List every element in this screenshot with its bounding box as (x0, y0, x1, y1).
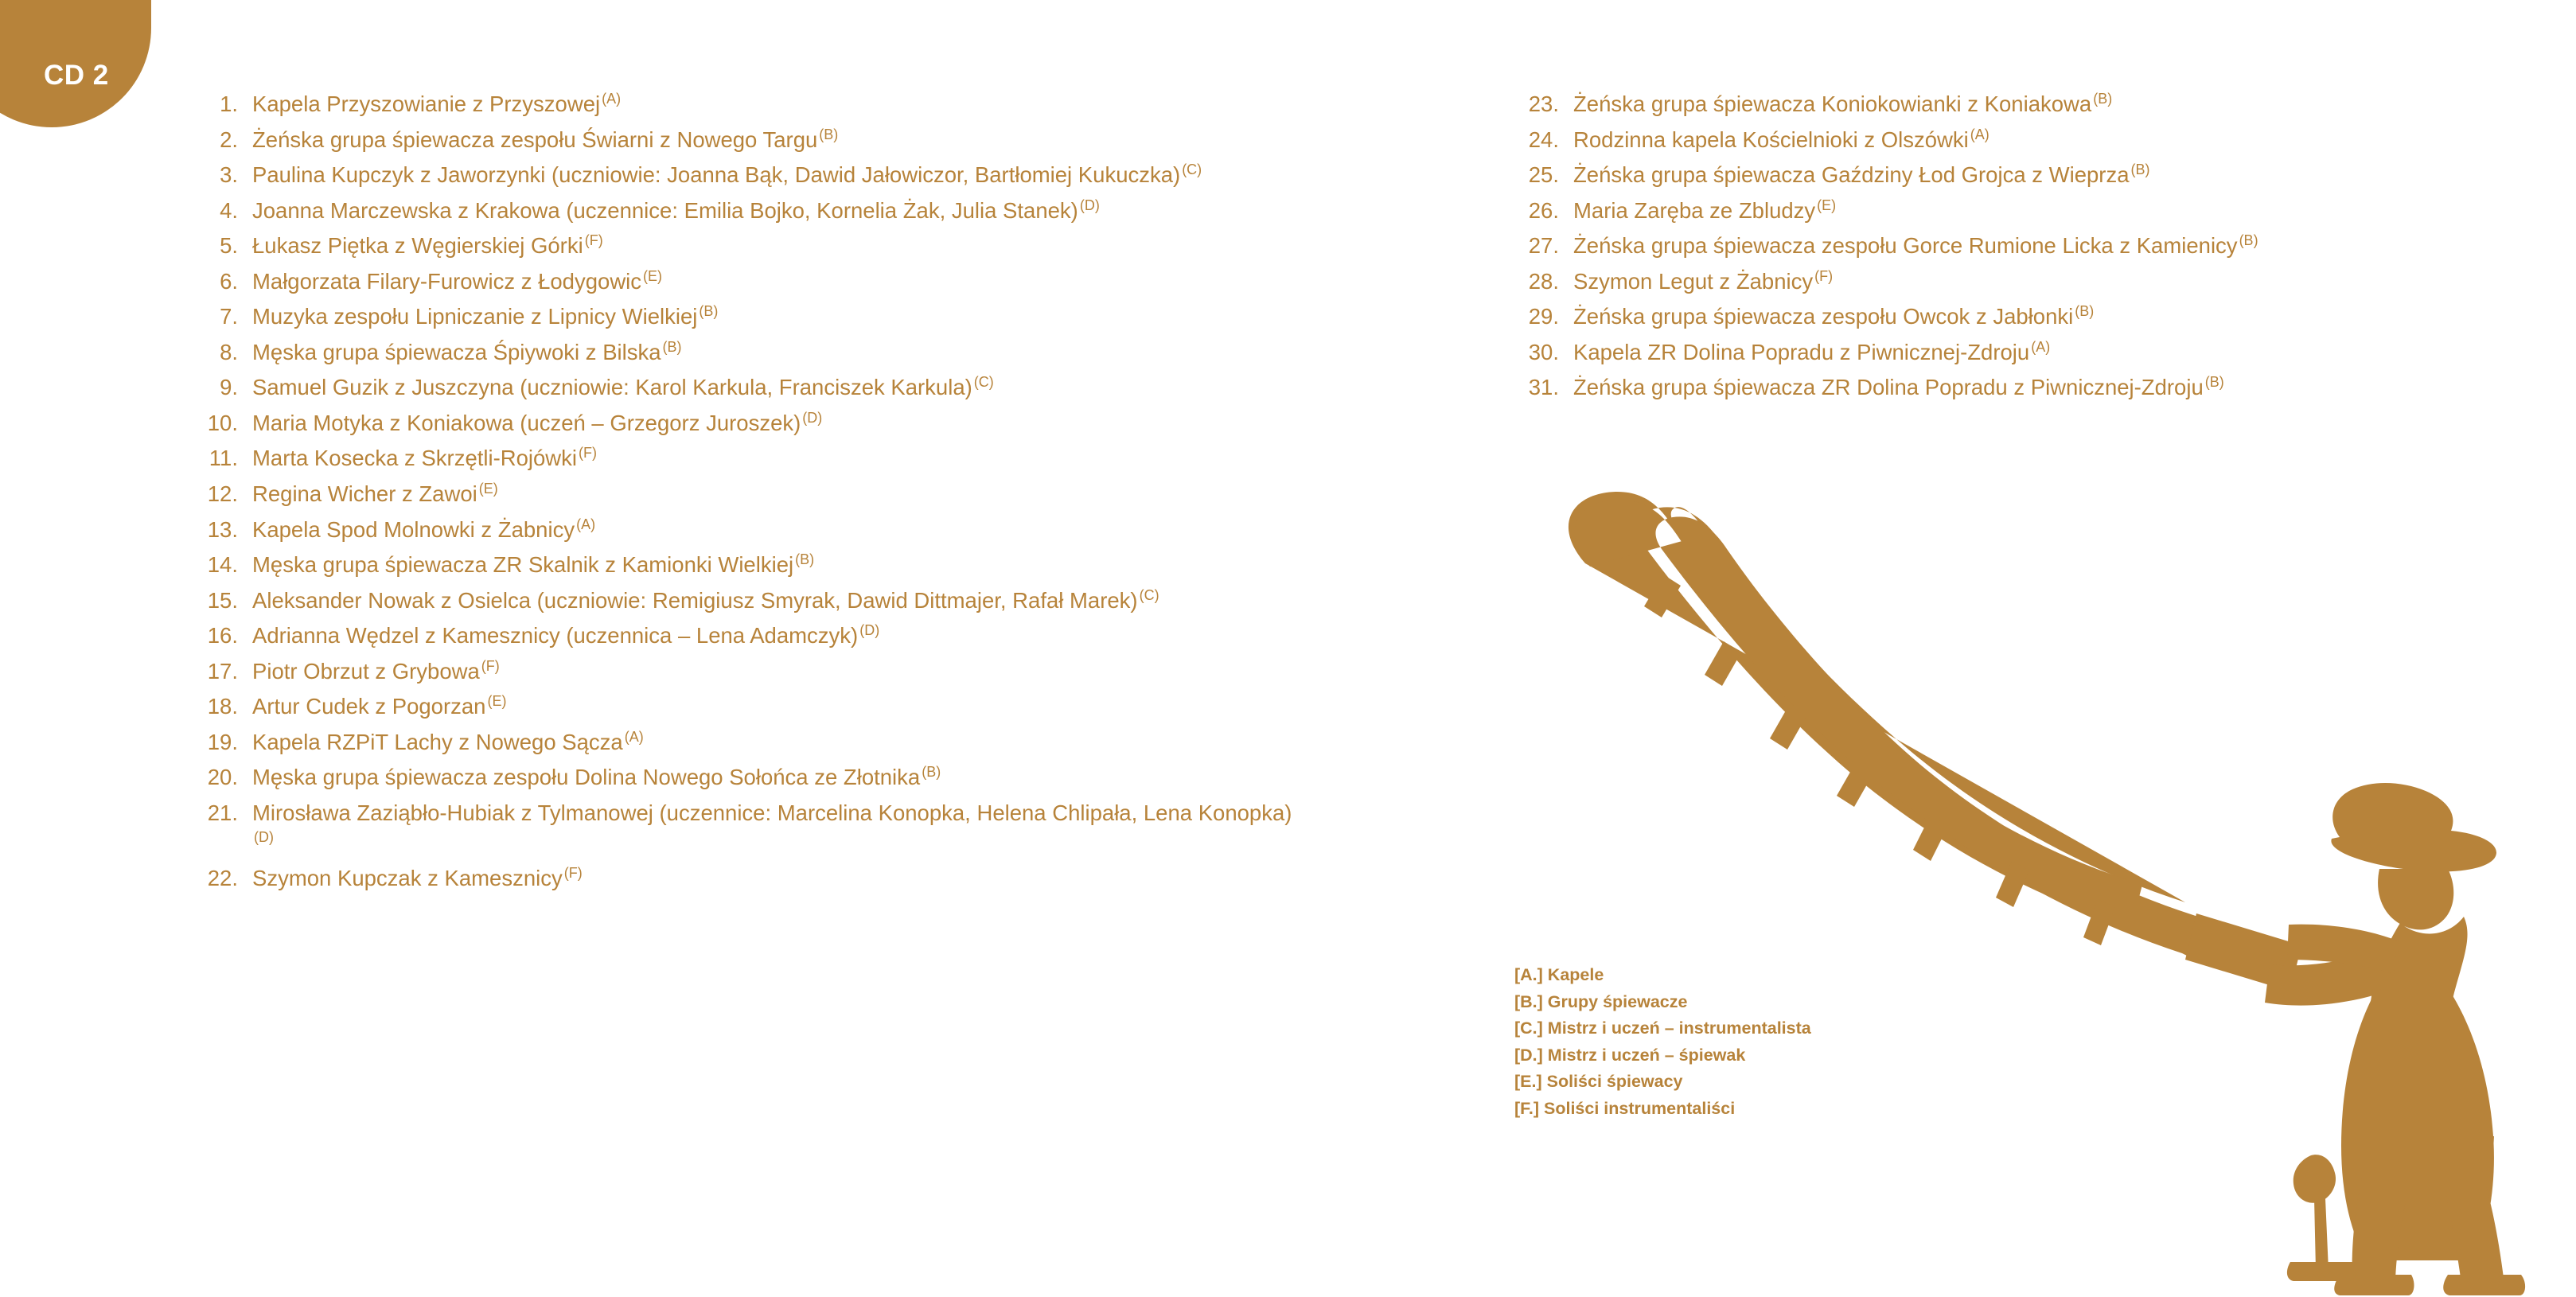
track-title (1573, 231, 2558, 261)
track-title-text: Aleksander Nowak z Osielca (uczniowie: Remigiusz Smyrak, Dawid Dittmajer, Rafał Marek) (252, 587, 1138, 613)
track-title (1573, 196, 2558, 226)
track-item (203, 231, 1301, 261)
track-number: 7. (220, 304, 238, 329)
track-number: 28. (1528, 268, 1559, 294)
track-number: 14. (207, 552, 238, 578)
track-item (1524, 302, 2558, 332)
track-title-text: Szymon Kupczak z Kamesznicy (252, 866, 563, 891)
track-item (203, 337, 1301, 368)
track-title-text: Paulina Kupczyk z Jaworzynki (uczniowie: Joanna Bąk, Dawid Jałowiczor, Bartłomiej Kukuczka) (252, 162, 1181, 188)
track-title (252, 586, 1301, 616)
track-item (1524, 231, 2558, 261)
track-item (203, 798, 1301, 858)
track-category-marker: (E) (1817, 197, 1837, 213)
legend-item: [B.] Grupy śpiewacze (1514, 991, 1688, 1011)
tracklist-left-column (203, 89, 1301, 898)
track-title (252, 479, 1301, 509)
track-title-text: Żeńska grupa śpiewacza zespołu Świarni z Nowego Targu (252, 127, 818, 152)
track-title (252, 267, 1301, 297)
track-title (252, 89, 1301, 119)
track-title (1573, 302, 2558, 332)
track-number: 6. (220, 268, 238, 294)
track-number: 3. (220, 162, 238, 188)
track-category-marker: (D) (254, 829, 274, 846)
legend-item: [C.] Mistrz i uczeń – instrumentalista (1514, 1019, 1811, 1038)
track-item (203, 621, 1301, 651)
track-title (1573, 372, 2558, 403)
track-category-marker: (F) (563, 864, 583, 881)
track-category-marker: (B) (2130, 162, 2150, 178)
track-number: 5. (220, 233, 238, 259)
track-category-marker: (A) (2031, 338, 2051, 355)
track-category-marker: (A) (624, 728, 644, 745)
track-item (203, 267, 1301, 297)
track-item (203, 443, 1301, 473)
track-item (203, 372, 1301, 403)
track-item (203, 160, 1301, 190)
track-category-marker: (B) (2075, 303, 2095, 320)
track-category-marker: (D) (1079, 197, 1100, 213)
track-number: 24. (1528, 127, 1559, 152)
track-title-text: Piotr Obrzut z Grybowa (252, 658, 480, 684)
track-item (1524, 372, 2558, 403)
track-number: 1. (220, 92, 238, 116)
track-category-marker: (F) (584, 232, 603, 249)
track-number: 25. (1528, 162, 1559, 188)
track-category-marker: (A) (1970, 126, 1989, 142)
track-item (203, 196, 1301, 226)
track-title-text: Męska grupa śpiewacza zespołu Dolina Nowego Sołońca ze Złotnika (252, 765, 921, 790)
track-title-text: Kapela Przyszowianie z Przyszowej (252, 92, 601, 117)
track-category-marker: (B) (922, 764, 941, 781)
legend-item: [E.] Soliści śpiewacy (1514, 1072, 1683, 1091)
track-category-marker: (C) (973, 374, 994, 391)
track-title-text: Artur Cudek z Pogorzan (252, 694, 486, 719)
track-number: 20. (207, 765, 238, 790)
legend-item: [A.] Kapele (1514, 965, 1604, 984)
track-item (1524, 89, 2558, 119)
track-title-text: Kapela RZPiT Lachy z Nowego Sącza (252, 730, 623, 754)
track-item (203, 762, 1301, 793)
track-title-text: Adrianna Wędzel z Kamesznicy (uczennica – Lena Adamczyk) (252, 623, 859, 648)
track-item (203, 656, 1301, 687)
track-number: 4. (220, 197, 238, 223)
track-item (203, 302, 1301, 332)
track-title-text: Męska grupa śpiewacza ZR Skalnik z Kamionki Wielkiej (252, 552, 794, 578)
track-category-marker: (B) (2093, 91, 2113, 107)
cd-badge-label: CD 2 (44, 60, 109, 91)
track-number: 18. (207, 694, 238, 719)
track-item (203, 586, 1301, 616)
track-category-marker: (B) (699, 303, 719, 320)
track-title-text: Mirosława Zaziąbło-Hubiak z Tylmanowej (uczennice: Marcelina Konopka, Helena Chlipała, Lena Konopka) (252, 800, 1292, 825)
track-category-marker: (D) (802, 409, 823, 426)
highlander-with-trombita-illustration (1496, 477, 2562, 1297)
track-number: 9. (220, 375, 238, 400)
track-number: 22. (207, 865, 238, 890)
track-title-text: Muzyka zespołu Lipniczanie z Lipnicy Wielkiej (252, 304, 698, 329)
track-category-marker: (F) (579, 445, 598, 462)
track-category-marker: (F) (1814, 267, 1834, 284)
track-number: 30. (1528, 339, 1559, 364)
track-number: 12. (207, 481, 238, 507)
track-number: 8. (220, 339, 238, 364)
track-number: 11. (208, 446, 238, 471)
track-item (203, 408, 1301, 438)
track-title (1573, 337, 2558, 368)
track-title-text: Żeńska grupa śpiewacza ZR Dolina Popradu z Piwnicznej-Zdroju (1573, 375, 2204, 400)
track-title (1573, 89, 2558, 119)
track-title (252, 372, 1301, 403)
track-title (252, 863, 1301, 894)
cd-badge (0, 0, 151, 127)
track-number: 15. (207, 587, 238, 613)
track-item (203, 550, 1301, 580)
track-title-text: Samuel Guzik z Juszczyna (uczniowie: Karol Karkula, Franciszek Karkula) (252, 375, 972, 400)
track-item (1524, 196, 2558, 226)
track-category-marker: (E) (478, 481, 498, 497)
track-category-marker: (B) (2204, 374, 2224, 391)
track-number: 2. (220, 127, 238, 152)
track-title-text: Regina Wicher z Zawoi (252, 481, 477, 507)
tracklist-right-column (1524, 89, 2558, 408)
track-title-text: Męska grupa śpiewacza Śpiywoki z Bilska (252, 339, 661, 364)
track-number: 27. (1528, 233, 1559, 259)
category-legend (1514, 967, 1811, 1127)
track-title (252, 302, 1301, 332)
track-title (1573, 125, 2558, 155)
track-number: 10. (207, 410, 238, 435)
track-title (252, 656, 1301, 687)
track-title-text: Małgorzata Filary-Furowicz z Łodygowic (252, 268, 642, 294)
track-title (252, 727, 1301, 758)
track-number: 19. (207, 729, 238, 754)
track-title (252, 196, 1301, 226)
track-title-text: Żeńska grupa śpiewacza Koniokowianki z Koniakowa (1573, 92, 2092, 117)
track-title (252, 408, 1301, 438)
track-title (252, 160, 1301, 190)
track-title-text: Kapela ZR Dolina Popradu z Piwnicznej-Zdroju (1573, 339, 2030, 364)
track-number: 17. (207, 658, 238, 684)
track-title (252, 515, 1301, 545)
track-title-text: Marta Kosecka z Skrzętli-Rojówki (252, 446, 578, 471)
track-title (252, 550, 1301, 580)
track-category-marker: (E) (487, 693, 507, 710)
track-item (203, 89, 1301, 119)
track-category-marker: (C) (1139, 586, 1159, 603)
track-title (252, 125, 1301, 155)
track-item (1524, 125, 2558, 155)
track-category-marker: (F) (481, 657, 500, 674)
track-category-marker: (B) (819, 126, 839, 142)
track-title (252, 691, 1301, 722)
track-item (203, 125, 1301, 155)
track-title-text: Żeńska grupa śpiewacza zespołu Gorce Rumione Licka z Kamienicy (1573, 233, 2238, 259)
track-title-text: Szymon Legut z Żabnicy (1573, 268, 1814, 294)
track-item (203, 479, 1301, 509)
track-title-text: Łukasz Piętka z Węgierskiej Górki (252, 233, 583, 259)
track-category-marker: (A) (576, 516, 596, 532)
track-title (252, 621, 1301, 651)
track-item (1524, 267, 2558, 297)
track-title-text: Rodzinna kapela Kościelnioki z Olszówki (1573, 127, 1969, 152)
track-title (252, 798, 1301, 858)
legend-item: [F.] Soliści instrumentaliści (1514, 1098, 1736, 1118)
track-category-marker: (E) (643, 267, 663, 284)
track-title (1573, 160, 2558, 190)
track-item (1524, 337, 2558, 368)
track-category-marker: (D) (859, 622, 880, 639)
track-item (203, 691, 1301, 722)
track-category-marker: (B) (2239, 232, 2258, 249)
track-item (203, 515, 1301, 545)
track-item (203, 727, 1301, 758)
track-category-marker: (C) (1182, 162, 1202, 178)
track-title-text: Kapela Spod Molnowki z Żabnicy (252, 516, 575, 542)
track-title-text: Żeńska grupa śpiewacza Gaździny Łod Grojca z Wieprza (1573, 162, 2130, 188)
track-item (203, 863, 1301, 894)
track-number: 21. (207, 800, 238, 825)
track-number: 31. (1528, 375, 1559, 400)
track-number: 16. (207, 623, 238, 648)
track-number: 23. (1528, 92, 1559, 116)
track-title (1573, 267, 2558, 297)
track-category-marker: (B) (795, 551, 815, 568)
track-number: 29. (1528, 304, 1559, 329)
track-category-marker: (A) (602, 91, 622, 107)
track-title (252, 762, 1301, 793)
track-title-text: Maria Motyka z Koniakowa (uczeń – Grzegorz Juroszek) (252, 411, 801, 436)
track-category-marker: (B) (662, 338, 682, 355)
track-number: 26. (1528, 197, 1559, 223)
track-number: 13. (207, 516, 238, 542)
track-item (1524, 160, 2558, 190)
track-title (252, 231, 1301, 261)
track-title-text: Joanna Marczewska z Krakowa (uczennice: Emilia Bojko, Kornelia Żak, Julia Stanek) (252, 197, 1078, 223)
track-title (252, 337, 1301, 368)
track-title (252, 443, 1301, 473)
track-title-text: Żeńska grupa śpiewacza zespołu Owcok z Jabłonki (1573, 304, 2074, 329)
legend-item: [D.] Mistrz i uczeń – śpiewak (1514, 1045, 1746, 1065)
track-title-text: Maria Zaręba ze Zbludzy (1573, 197, 1816, 223)
